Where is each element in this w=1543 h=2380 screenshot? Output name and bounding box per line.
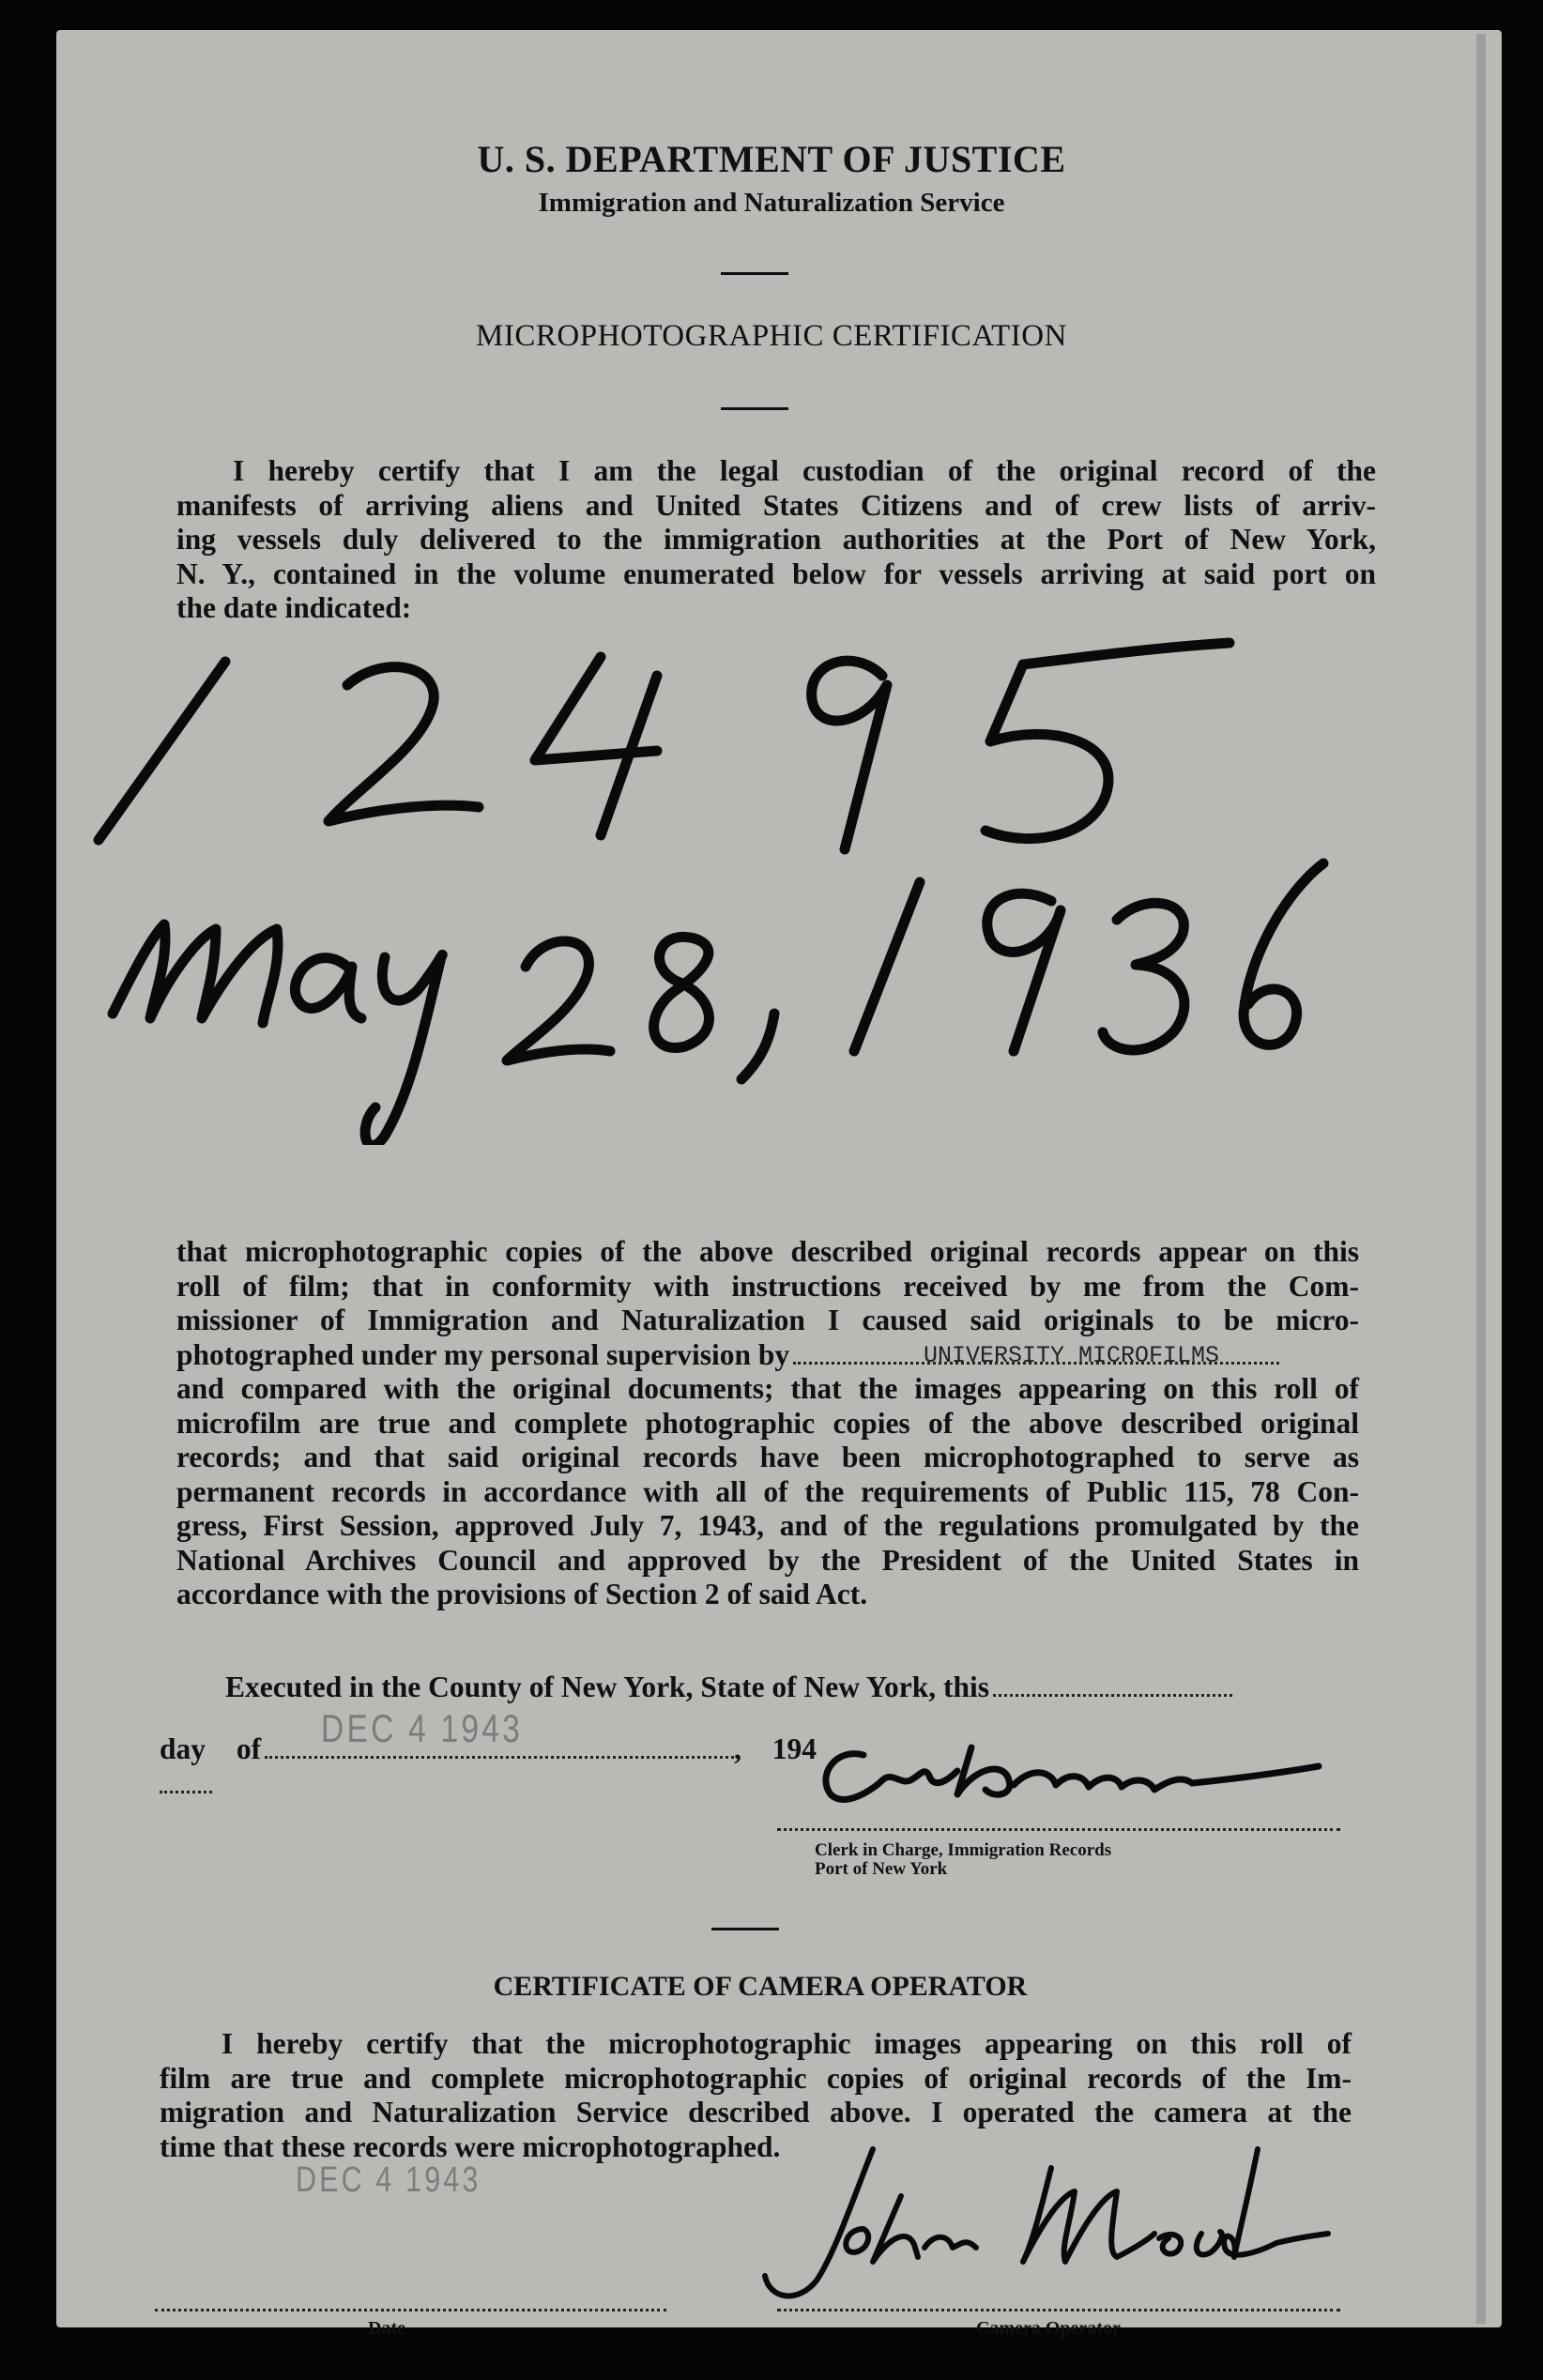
supervision-text: photographed under my personal supervision by (176, 1337, 790, 1371)
certification-line: roll of film; that in conformity with instructions received by me from the Com- (176, 1269, 1359, 1303)
custodian-paragraph (176, 454, 1376, 626)
divider (711, 1928, 779, 1930)
certification-line: that microphotographic copies of the above described original records appear on this (176, 1235, 1359, 1268)
service-subheading: Immigration and Naturalization Service (538, 188, 1005, 218)
custodian-line: I hereby certify that I am the legal custodian of the original record of the (233, 454, 1376, 487)
certification-line: National Archives Council and approved by the President of the United States in (176, 1543, 1359, 1577)
certification-paragraph (176, 1235, 1359, 1612)
clerk-title (815, 1841, 1111, 1879)
custodian-line: the date indicated: (176, 591, 412, 624)
camera-date-stamp: DEC 4 1943 (296, 2160, 481, 2200)
executed-text: Executed in the County of New York, State of New York, this (225, 1671, 990, 1703)
day-of-label: day of (160, 1732, 262, 1765)
day-blank (993, 1686, 1232, 1697)
camera-line: time that these records were microphotographed. (160, 2129, 781, 2163)
certification-line: permanent records in accordance with all of the requirements of Public 115, 78 Con- (176, 1474, 1359, 1508)
year-prefix: , 194 (734, 1732, 817, 1765)
camera-operator-signature (751, 2140, 1333, 2309)
divider (721, 272, 788, 275)
operator-label: Camera Operator (976, 2318, 1121, 2339)
form-title: MICROPHOTOGRAPHIC CERTIFICATION (476, 319, 1067, 353)
certification-line: gress, First Session, approved July 7, 1943, and of the regulations promulgated by the (176, 1509, 1359, 1542)
certification-line: records; and that said original records have been microphotographed to serve as (176, 1441, 1359, 1473)
camera-line: I hereby certify that the microphotographic images appearing on this roll of (222, 2027, 1352, 2060)
operator-signature-line (777, 2309, 1340, 2311)
date-line (155, 2309, 666, 2311)
certification-line: and compared with the original documents; that the images appearing on this roll of (176, 1372, 1359, 1405)
custodian-line: N. Y., contained in the volume enumerated below for vessels arriving at said port on (176, 557, 1376, 590)
clerk-title-line-2: Port of New York (815, 1859, 948, 1879)
handwritten-volume-and-date (75, 619, 1370, 1145)
department-heading: U. S. DEPARTMENT OF JUSTICE (477, 138, 1066, 180)
clerk-signature-line (777, 1828, 1340, 1831)
executed-line (225, 1671, 1361, 1705)
custodian-line: ing vessels duly delivered to the immigration authorities at the Port of New York, (176, 523, 1376, 556)
camera-line: film are true and complete microphotographic copies of original records of the Im- (160, 2061, 1352, 2095)
typed-contractor-name: UNIVERSITY MICROFILMS (924, 1342, 1220, 1369)
divider (721, 407, 788, 410)
custodian-line: manifests of arriving aliens and United States Citizens and of crew lists of arriv- (176, 488, 1376, 522)
date-stamp: DEC 4 1943 (321, 1706, 524, 1750)
camera-line: migration and Naturalization Service described above. I operated the camera at the (160, 2096, 1352, 2128)
date-label: Date (368, 2318, 405, 2339)
year-blank (160, 1783, 212, 1793)
camera-certificate-title: CERTIFICATE OF CAMERA OPERATOR (493, 1971, 1028, 2002)
certification-line: missioner of Immigration and Naturalization I caused said originals to be micro- (176, 1304, 1359, 1336)
certification-line: microfilm are true and complete photographic copies of the above described original (176, 1406, 1359, 1440)
clerk-signature (807, 1738, 1333, 1813)
certification-line: accordance with the provisions of Section 2 of said Act. (176, 1578, 868, 1610)
clerk-title-line-1: Clerk in Charge, Immigration Records (815, 1840, 1112, 1860)
